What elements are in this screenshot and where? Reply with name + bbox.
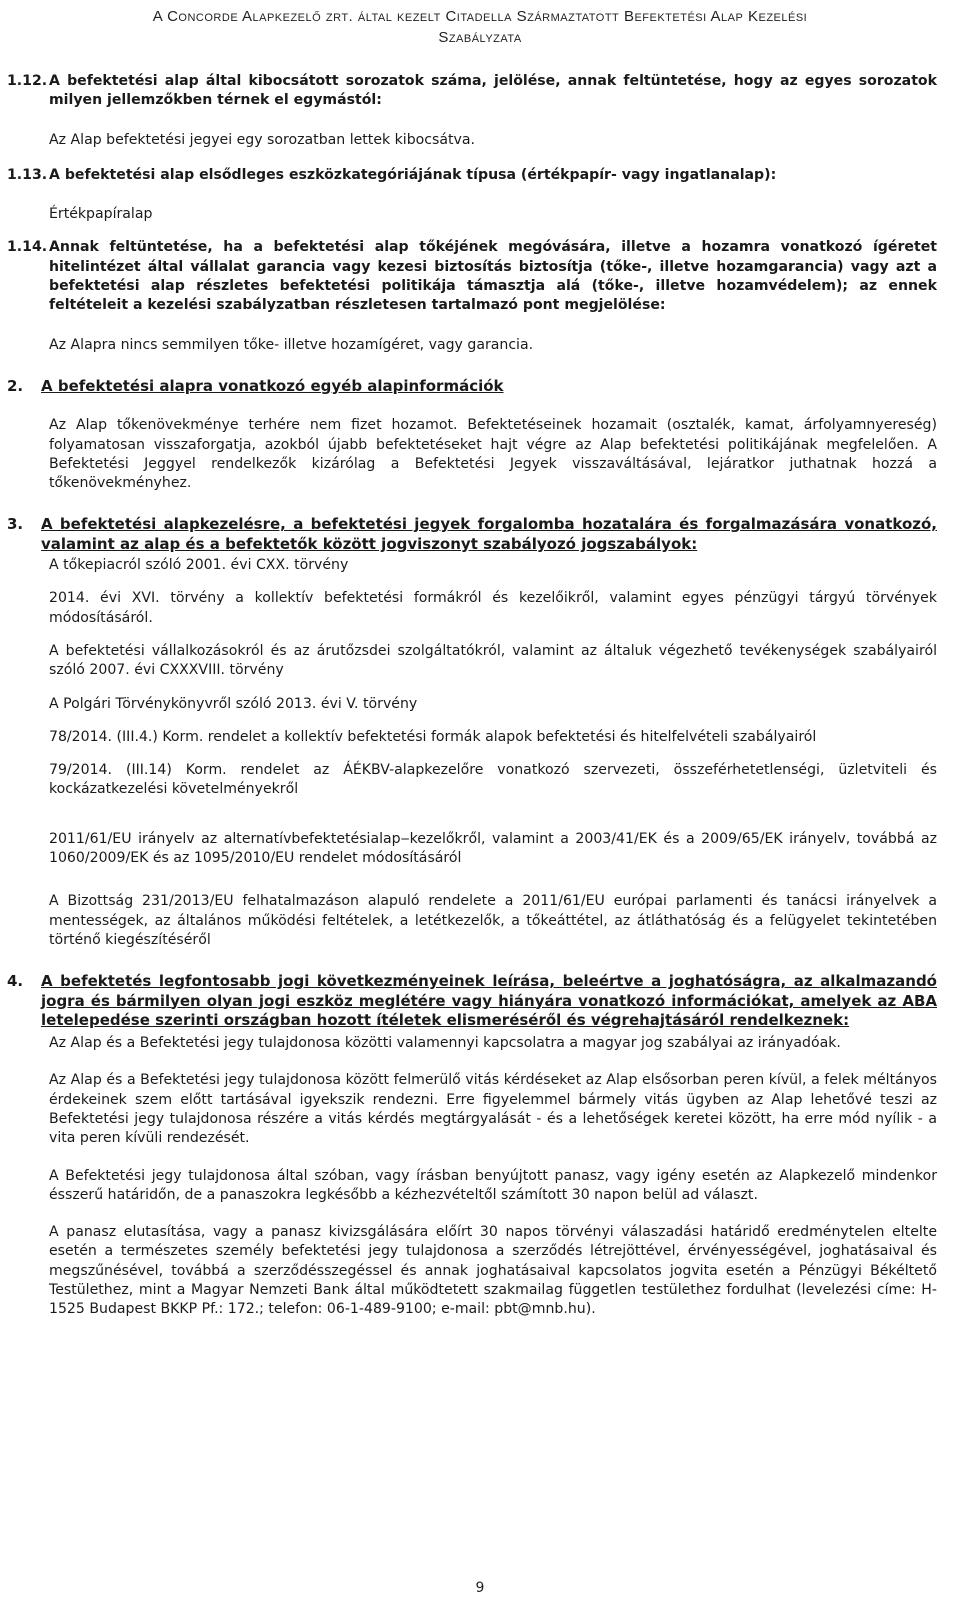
section-1-12-text: Az Alap befektetési jegyei egy sorozatban lettek kibocsátva.	[49, 131, 475, 148]
section-4-heading	[7, 972, 937, 1030]
section-3-heading	[7, 515, 937, 554]
section-number: 3.	[7, 515, 24, 534]
legal-paragraph: A panasz elutasítása, vagy a panasz kivizsgálására előírt 30 napos törvényi válaszadási határidő eredménytelen eltelte esetén a természetes személy befektetési jegy tulajdonosa a szerződés létrejöttével, érvényességével, joghatásaival és megszűnésével, továbbá a szerződésszegéssel és annak joghatásaival kapcsolatos jogvita esetén a Pénzügyi Békéltető Testülethez, mint a Magyar Nemzeti Bank által működtetett szakmailag független testülethez fordulhat (levelezési címe: H-1525 Budapest BKKP Pf.: 172.; telefon: 06-1-489-9100; e-mail: pbt@mnb.hu).	[49, 1224, 937, 1318]
section-title: A befektetési alap által kibocsátott sorozatok száma, jelölése, annak feltüntetése, hogy az egyes sorozatok milyen jellemzőkben térnek el egymástól:	[49, 73, 937, 109]
legal-paragraph: A Befektetési jegy tulajdonosa által szóban, vagy írásban benyújtott panasz, vagy igény esetén az Alapkezelő mindenkor ésszerű határidőn, de a panaszokra legkésőbb a kézhezvételtől számított 30 napon belül ad választ.	[49, 1167, 937, 1203]
law-item: A Bizottság 231/2013/EU felhatalmazáson alapuló rendelete a 2011/61/EU európai parlamenti és tanácsi irányelvek a mentességek, az általános működési feltételek, a letétkezelők, a tőkeáttétel, az átláthatóság és a felügyelet tekintetében történő kiegészítéséről	[49, 893, 937, 948]
header-line-1: A Concorde Alapkezelő zrt. által kezelt Citadella Származtatott Befektetési Alap Kezelési	[152, 8, 808, 25]
section-2-heading	[7, 377, 937, 396]
law-item: 2014. évi XVI. törvény a kollektív befektetési formákról és kezelőikről, valamint egyes pénzügyi tárgyú törvények módosításáról.	[49, 590, 937, 626]
header-line-2: Szabályzata	[438, 29, 522, 46]
page-header	[0, 6, 960, 48]
legal-paragraph: Az Alap és a Befektetési jegy tulajdonosa között felmerülő vitás kérdéseket az Alap elsősorban peren kívül, a felek méltányos érdekeinek szem előtt tartásával igyekszik rendezni. Erre figyelemmel bármely vitás ügyben az Alap lehetővé teszi az Befektetési jegy tulajdonosa részére a vitás kérdés megtárgyalását - és a lehetőségek keretei között, ha erre mód nyílik - a vita peren kívüli rendezését.	[49, 1072, 937, 1147]
law-item: 2011/61/EU irányelv az alternatívbefektetésialap‒kezelőkről, valamint a 2003/41/EK és a 2009/65/EK irányelv, továbbá az 1060/2009/EK és az 1095/2010/EU rendelet módosításáról	[49, 830, 937, 867]
section-number: 1.14.	[7, 239, 48, 256]
law-item: 78/2014. (III.4.) Korm. rendelet a kollektív befektetési formák alapok befektetési és hitelfelvételi szabályairól	[49, 728, 817, 745]
law-item: A tőkepiacról szóló 2001. évi CXX. törvény	[49, 557, 349, 574]
section-title: Annak feltüntetése, ha a befektetési alap tőkéjének megóvására, illetve a hozamra vonatkozó ígéretet hitelintézet által vállalat garancia vagy kezesi biztosítás biztosítja (tőke-, illetve hozamgarancia) vagy azt a befektetési alap részletes befektetési politikája támasztja alá (tőke-, illetve hozamvédelem); az ennek feltételeit a kezelési szabályzatban részletesen tartalmazó pont megjelölése:	[49, 239, 937, 314]
section-number: 2.	[7, 376, 24, 395]
section-1-13-heading	[7, 166, 937, 185]
document-body	[7, 72, 937, 1320]
section-1-13-text: Értékpapíralap	[49, 206, 153, 223]
section-number: 1.13.	[7, 166, 48, 183]
section-title: A befektetés legfontosabb jogi következményeinek leírása, beleértve a joghatóságra, az alkalmazandó jogra és bármilyen olyan jogi eszköz meglétére vagy hiányára vonatkozó információkat, amelyek az ABA letelepedése szerinti országban hozott ítéletek elismeréséről és végrehajtásáról rendelkeznek:	[41, 972, 937, 1029]
section-1-14-text: Az Alapra nincs semmilyen tőke- illetve hozamígéret, vagy garancia.	[49, 336, 534, 353]
legal-paragraph: Az Alap és a Befektetési jegy tulajdonosa közötti valamennyi kapcsolatra a magyar jog szabályai az irányadóak.	[49, 1035, 841, 1052]
section-1-14-heading	[7, 238, 937, 315]
section-title: A befektetési alapkezelésre, a befektetési jegyek forgalomba hozatalára és forgalmazására vonatkozó, valamint az alap és a befektetők között jogviszonyt szabályozó jogszabályok:	[41, 515, 937, 553]
section-title: A befektetési alap elsődleges eszközkategóriájának típusa (értékpapír- vagy ingatlanalap):	[49, 166, 777, 183]
law-item: A befektetési vállalkozásokról és az árutőzsdei szolgáltatókról, valamint az általuk végezhető tevékenységek szabályairól szóló 2007. évi CXXXVIII. törvény	[49, 642, 937, 679]
section-1-12-heading	[7, 72, 937, 111]
law-item: 79/2014. (III.14) Korm. rendelet az ÁÉKBV-alapkezelőre vonatkozó szervezeti, összeférhetetlenségi, üzletviteli és kockázatkezelési követelményekről	[49, 762, 937, 798]
law-item: A Polgári Törvénykönyvről szóló 2013. évi V. törvény	[49, 695, 418, 712]
section-2-text: Az Alap tőkenövekménye terhére nem fizet hozamot. Befektetéseinek hozamait (osztalék, kamat, árfolyamnyereség) folyamatosan visszaforgatja, azokból újabb befektetéseket hajt végre az Alap befektetési politikájának megfelelően. A Befektetési Jeggyel rendelkezők kizárólag a Befektetési Jegyek visszaváltásával, lejáratkor juthatnak hozzá a tőkenövekményhez.	[49, 417, 937, 492]
page-number: 9	[475, 1580, 485, 1596]
section-number: 4.	[7, 972, 24, 991]
section-title: A befektetési alapra vonatkozó egyéb alapinformációk	[41, 376, 504, 395]
section-number: 1.12.	[7, 73, 48, 89]
